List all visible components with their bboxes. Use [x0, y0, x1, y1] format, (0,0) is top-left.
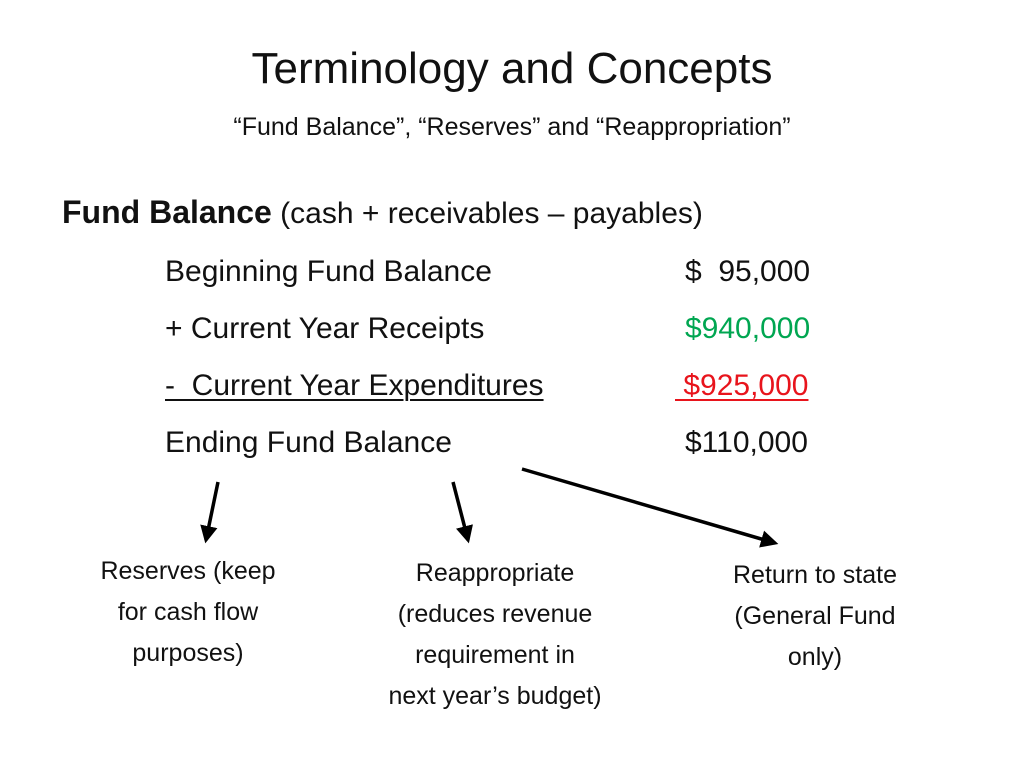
- beginning-balance-label: Beginning Fund Balance: [165, 255, 492, 288]
- reappropriate-note-line: requirement in: [415, 641, 575, 669]
- return-to-state-note-line: only): [787, 643, 843, 671]
- return-to-state-note-line: Return to state: [733, 561, 897, 589]
- return-to-state-note: [690, 555, 940, 678]
- expenditures-label: - Current Year Expenditures: [165, 369, 544, 402]
- arrow-to-reserves: [206, 482, 218, 540]
- reserves-note: [68, 551, 308, 674]
- reappropriate-note: [345, 553, 645, 717]
- receipts-amount: $940,000: [685, 312, 811, 345]
- expenditures-amount: $925,000: [675, 369, 809, 402]
- arrow-to-reappropriate: [453, 482, 468, 540]
- fund-balance-definition: (cash + receivables – payables): [280, 197, 703, 230]
- ending-balance-amount: $110,000: [685, 426, 808, 459]
- reappropriate-note-line: Reappropriate: [415, 559, 575, 587]
- fund-balance-term: Fund Balance: [62, 194, 272, 230]
- reserves-note-line: Reserves (keep: [100, 557, 276, 585]
- reappropriate-note-line: next year’s budget): [388, 682, 602, 710]
- slide-subtitle: “Fund Balance”, “Reserves” and “Reappropriation”: [233, 113, 791, 141]
- arrow-to-return-to-state: [522, 469, 775, 543]
- reserves-note-line: for cash flow: [117, 598, 259, 626]
- receipts-label: + Current Year Receipts: [165, 312, 485, 345]
- ending-balance-label: Ending Fund Balance: [165, 426, 452, 459]
- return-to-state-note-line: (General Fund: [734, 602, 896, 630]
- slide-title: Terminology and Concepts: [251, 44, 773, 93]
- reappropriate-note-line: (reduces revenue: [397, 600, 593, 628]
- reserves-note-line: purposes): [132, 639, 244, 667]
- beginning-balance-amount: $ 95,000: [685, 255, 811, 288]
